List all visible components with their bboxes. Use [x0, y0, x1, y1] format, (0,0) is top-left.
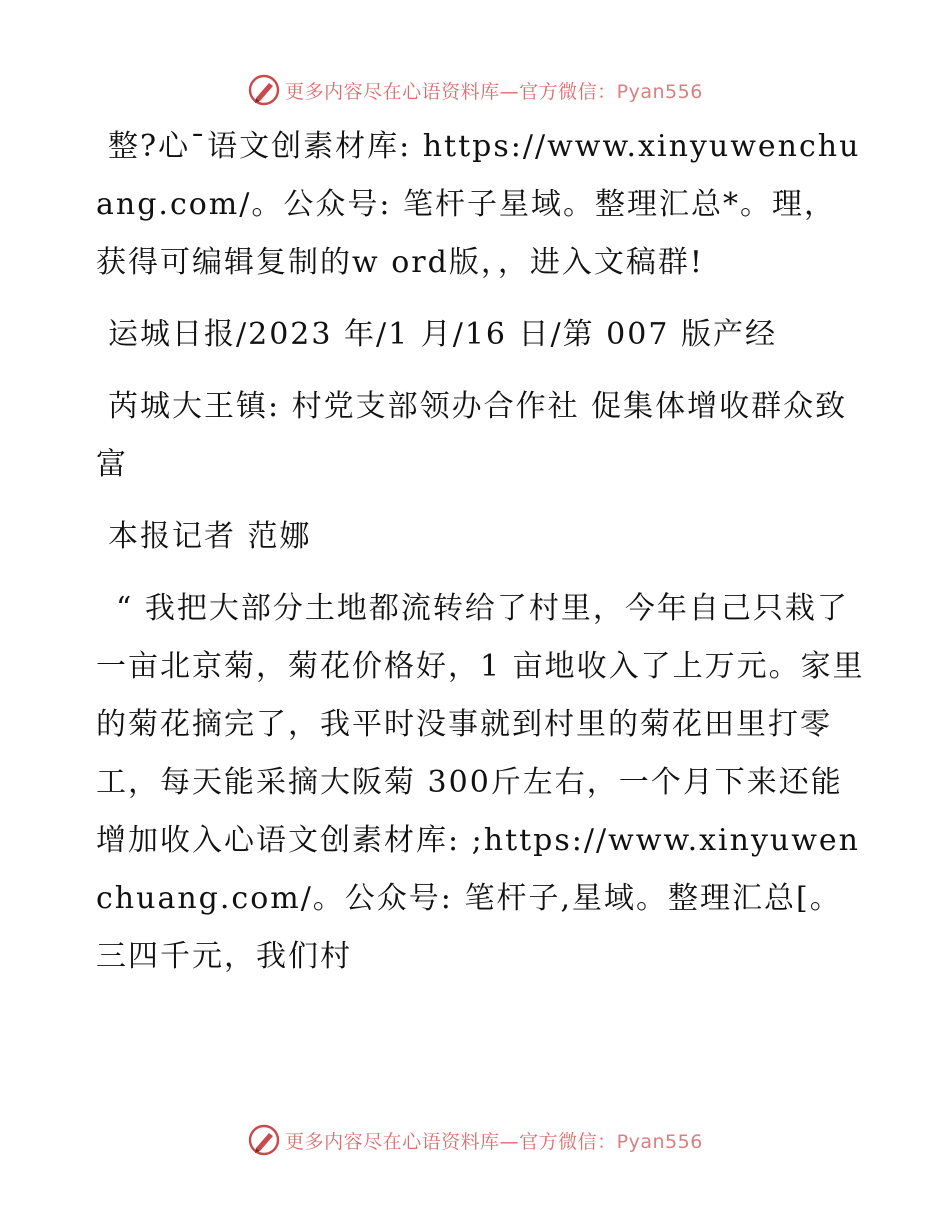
article-title: 芮城大王镇: 村党支部领办合作社 促集体增收群众致富: [96, 389, 848, 482]
watermark-text: 更多内容尽在心语资料库—官方微信：Pyan556: [285, 1130, 703, 1153]
document-body: [96, 118, 866, 1000]
pen-logo-icon: [247, 1123, 281, 1157]
wechat-id: Pyan556: [616, 1130, 703, 1153]
watermark-text: 更多内容尽在心语资料库—官方微信：Pyan556: [285, 80, 703, 103]
wechat-id: Pyan556: [616, 80, 703, 103]
header-watermark: [0, 70, 950, 110]
publication-info: 运城日报/2023 年/1 月/16 日/第 007 版产经: [108, 317, 777, 352]
article-paragraph: “ 我把大部分土地都流转给了村里，今年自己只栽了一亩北京菊，菊花价格好，1 亩地收入了上万元。家里的菊花摘完了，我平时没事就到村里的菊花田里打零工，每天能采摘大阪菊 300斤左右，一个月下来还能增加收入心语文创素材库: ;https://www.xinyuwenchuang.com/。公众号: 笔杆子,星域。整理汇总[。三四千元，我们村: [96, 591, 865, 974]
footer-watermark: [0, 1120, 950, 1160]
source-notice: 整?心¯语文创素材库: https://www.xinyuwenchuang.com/。公众号: 笔杆子星域。整理汇总*。理，获得可编辑复制的w ord版，，进入文稿群!: [96, 129, 861, 280]
pen-logo-icon: [247, 73, 281, 107]
byline: 本报记者 范娜: [108, 519, 312, 554]
